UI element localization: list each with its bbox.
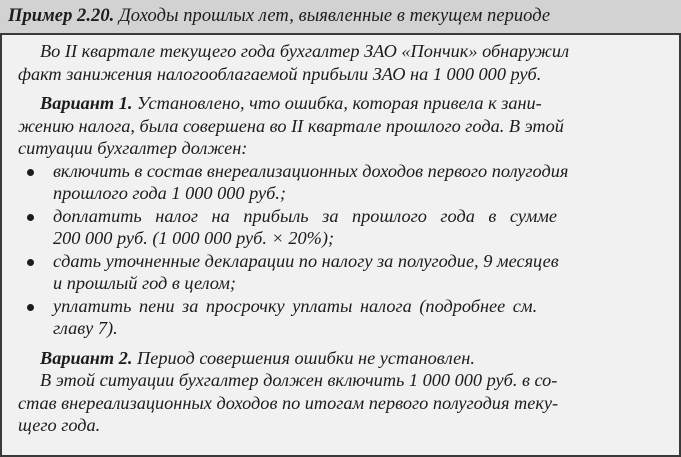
bullet-4-line-2: главу 7).	[53, 318, 118, 338]
bullet-2-line-1: доплатить налог на прибыль за прошлого года в сумме	[53, 205, 558, 226]
example-title: Доходы прошлых лет, выявленные в текущем периоде	[118, 6, 551, 26]
bullet-icon	[27, 214, 34, 221]
variant1-line-2: жению налога, была совершена во II квартале прошлого года. В этой	[18, 115, 564, 136]
variant1-text-1: Установлено, что ошибка, которая привела к зани-	[137, 93, 542, 113]
bullet-3-line-2: и прошлый год в целом;	[53, 273, 236, 293]
bullet-2-line-2: 200 000 руб. (1 000 000 руб. × 20%);	[53, 228, 335, 248]
example-header	[0, 0, 681, 33]
variant2-label: Вариант 2.	[40, 347, 133, 368]
variant2-line-2: В этой ситуации бухгалтер должен включить 1 000 000 руб. в со-	[40, 370, 558, 390]
intro-line-1: Во II квартале текущего года бухгалтер ЗАО «Пончик» обнаружил	[40, 41, 570, 61]
variant1-label: Вариант 1.	[40, 93, 133, 113]
bullet-item-1	[18, 160, 668, 205]
intro-line-2: факт занижения налогооблагаемой прибыли ЗАО на 1 000 000 руб.	[18, 63, 542, 84]
variant1-line-1	[18, 92, 668, 115]
example-content	[18, 40, 668, 437]
bullet-icon	[27, 304, 34, 311]
bullet-icon	[27, 169, 34, 176]
bullet-item-4	[18, 295, 668, 340]
bullet-item-3	[18, 250, 668, 295]
variant1-bullets	[18, 160, 668, 340]
variant2-line-1	[18, 347, 668, 370]
bullet-1-line-2: прошлого года 1 000 000 руб.;	[53, 183, 286, 203]
bullet-1-line-1: включить в состав внереализационных доходов первого полугодия	[53, 160, 569, 181]
variant2-line-3: став внереализационных доходов по итогам первого полугодия теку-	[18, 392, 559, 413]
bullet-icon	[27, 259, 34, 266]
variant2-line-4: щего года.	[18, 415, 101, 435]
variant1-line-3: ситуации бухгалтер должен:	[18, 138, 248, 158]
bullet-item-2	[18, 205, 668, 250]
example-number: Пример 2.20.	[8, 6, 115, 26]
variant2-text: Период совершения ошибки не установлен.	[137, 347, 475, 368]
bullet-4-line-1: уплатить пени за просрочку уплаты налога (подробнее см.	[53, 295, 538, 316]
bullet-3-line-1: сдать уточненные декларации по налогу за полугодие, 9 месяцев	[53, 250, 559, 271]
